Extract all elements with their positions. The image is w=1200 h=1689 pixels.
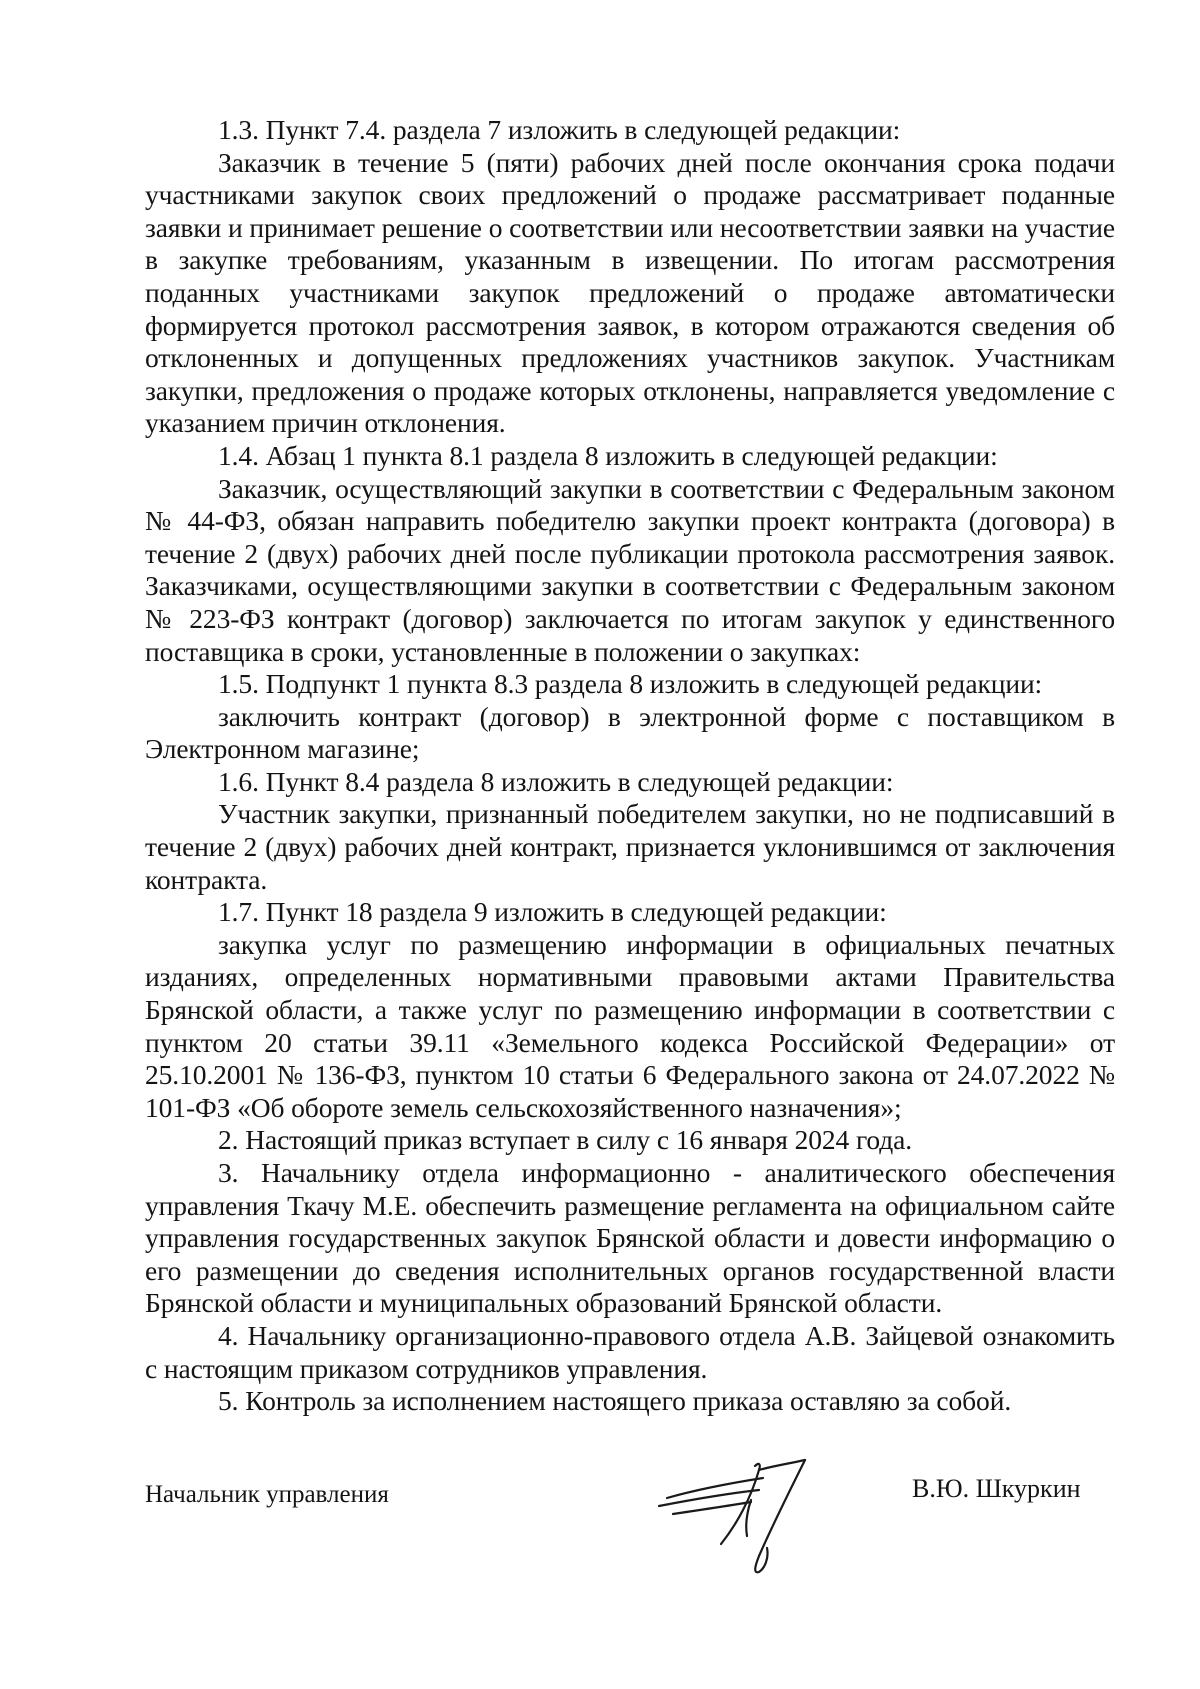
signatory-title: Начальник управления <box>145 1481 389 1508</box>
paragraph-3: 3. Начальнику отдела информационно - аналитического обеспечения управления Ткачу М.Е. обеспечить размещение регламента на официальном сайте управления государственных закупок Брянской области и довести информацию о его размещении до сведения исполнительных органов государственной власти Брянской области и муниципальных образований Брянской области. <box>145 1157 1115 1319</box>
paragraph-5: 5. Контроль за исполнением настоящего приказа оставляю за собой. <box>218 1385 1012 1417</box>
paragraph-1-6: 1.6. Пункт 8.4 раздела 8 изложить в следующей редакции: <box>218 765 894 797</box>
paragraph-1-3-text: Заказчик в течение 5 (пяти) рабочих дней после окончания срока подачи участниками закупок своих предложений о продаже рассматривает поданные заявки и принимает решение о соответствии или несоответствии заявки на участие в закупке требованиям, указанным в извещении. По итогам рассмотрения поданных участниками закупок предложений о продаже автоматически формируется протокол рассмотрения заявок, в котором отражаются сведения об отклоненных и допущенных предложениях участников закупок. Участникам закупки, предложения о продаже которых отклонены, направляется уведомление с указанием причин отклонения. <box>145 146 1115 439</box>
paragraph-1-4-text: Заказчик, осуществляющий закупки в соответствии с Федеральным законом № 44-ФЗ, обязан направить победителю закупки проект контракта (договора) в течение 2 (двух) рабочих дней после публикации протокола рассмотрения заявок. Заказчиками, осуществляющими закупки в соответствии с Федеральным законом № 223-ФЗ контракт (договор) заключается по итогам закупок у единственного поставщика в сроки, установленные в положении о закупках: <box>145 472 1115 667</box>
paragraph-1-7: 1.7. Пункт 18 раздела 9 изложить в следующей редакции: <box>218 896 887 928</box>
paragraph-2: 2. Настоящий приказ вступает в силу с 16 января 2024 года. <box>218 1124 913 1156</box>
paragraph-1-5: 1.5. Подпункт 1 пункта 8.3 раздела 8 изложить в следующей редакции: <box>218 668 1043 700</box>
signatory-name: В.Ю. Шкуркин <box>912 1474 1081 1503</box>
paragraph-1-3: 1.3. Пункт 7.4. раздела 7 изложить в следующей редакции: <box>218 114 901 145</box>
document-body <box>145 114 1115 1418</box>
handwritten-signature <box>655 1440 845 1590</box>
paragraph-1-5-text: заключить контракт (договор) в электронной форме с поставщиком в Электронном магазине; <box>145 700 1115 765</box>
paragraph-1-6-text: Участник закупки, признанный победителем закупки, но не подписавший в течение 2 (двух) рабочих дней контракт, признается уклонившимся от заключения контракта. <box>145 798 1115 895</box>
paragraph-1-4: 1.4. Абзац 1 пункта 8.1 раздела 8 изложить в следующей редакции: <box>218 439 998 471</box>
paragraph-4: 4. Начальнику организационно-правового отдела А.В. Зайцевой ознакомить с настоящим приказом сотрудников управления. <box>145 1319 1115 1384</box>
paragraph-1-7-text: закупка услуг по размещению информации в официальных печатных изданиях, определенных нормативными правовыми актами Правительства Брянской области, а также услуг по размещению информации в соответствии с пунктом 20 статьи 39.11 «Земельного кодекса Российской Федерации» от 25.10.2001 № 136-ФЗ, пунктом 10 статьи 6 Федерального закона от 24.07.2022 № 101-ФЗ «Об обороте земель сельскохозяйственного назначения»; <box>145 928 1115 1123</box>
